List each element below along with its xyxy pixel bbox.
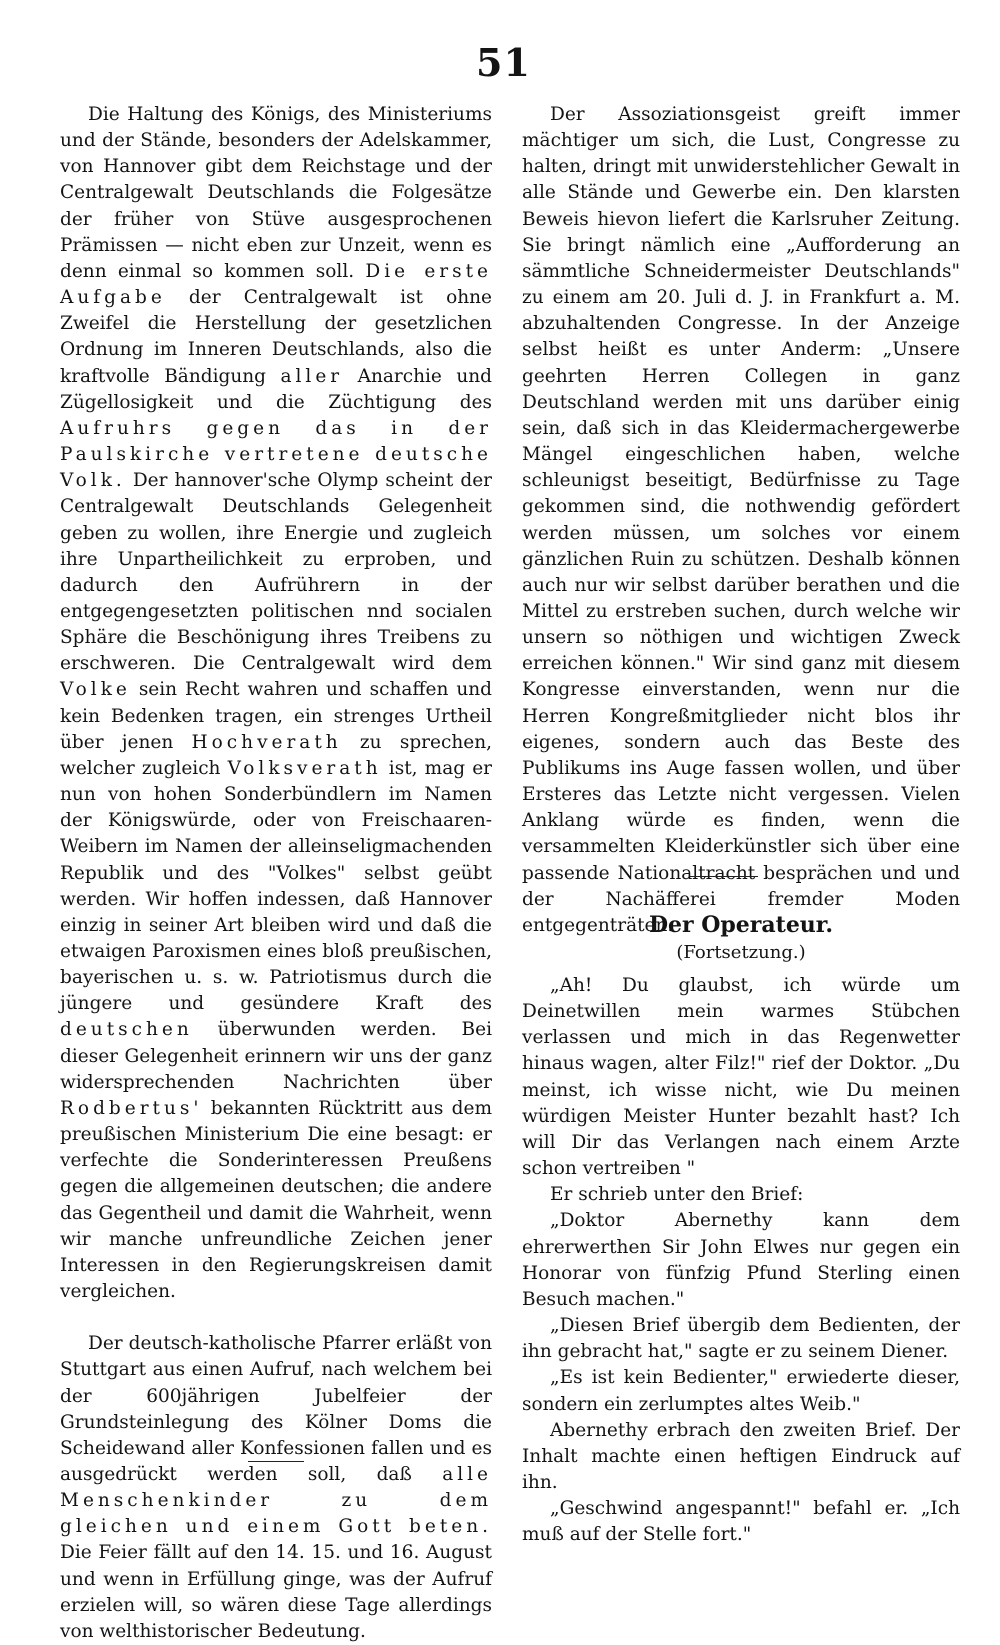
story-paragraph: „Ah! Du glaubst, ich würde um Deinetwillen mein warmes Stübchen verlassen und mich in das Regenwetter hinaus wagen, alter Filz!" rief der Doktor. „Du meinst, ich wisse nicht, wie Du meinen würdigen Meister Hunter bezahlt hast? Ich will Dir das Verlangen nach einem Arzte schon vertreiben "	[522, 975, 960, 1180]
spaced-text: deutschen	[60, 1019, 193, 1041]
story-paragraph: „Es ist kein Bedienter," erwiederte dieser, sondern ein zerlumptes altes Weib."	[522, 1367, 960, 1415]
story-paragraph: „Doktor Abernethy kann dem ehrerwerthen Sir John Elwes nur gegen ein Honorar von fünfzig Pfund Sterling einen Besuch machen."	[522, 1210, 960, 1310]
spaced-text: aller	[280, 365, 344, 387]
story-paragraph: Er schrieb unter den Brief:	[550, 1184, 804, 1206]
spaced-text: Aufruhrs gegen das in der Paulskirche vertretene deutsche Volk.	[60, 417, 492, 492]
spaced-text: Die erste Aufgabe	[60, 260, 492, 309]
left-column	[60, 102, 492, 1645]
spaced-text: Hochverath	[191, 731, 342, 753]
section-divider-left	[248, 1461, 304, 1462]
text-run: Anarchie und Zügellosigkeit und die Züchtigung des	[60, 365, 492, 413]
story-subtitle: (Fortsetzung.)	[676, 942, 806, 963]
spaced-text: Rodbertus'	[60, 1097, 203, 1119]
text-run: Die Feier fällt auf den 14. 15. und 16. August und wenn in Erfüllung ginge, was der Aufruf erzielen will, so wären diese Tage allerdings von welthistorischer Bedeutung.	[60, 1542, 492, 1642]
text-run: bekannten Rücktritt aus dem preußischen Ministerium Die eine besagt: er verfechte die Sonderinteressen Preußens gegen die allgemeinen deutschen; die andere das Gegentheil und damit die Wahrheit, wenn wir manche unfreundliche Zeichen jener Interessen in den Regierungskreisen damit vergleichen.	[60, 1097, 492, 1303]
text-run: Der hannover'sche Olymp scheint der Centralgewalt Deutschlands Gelegenheit geben zu wollen, ihre Energie und zugleich ihre Unpartheilichkeit zu erproben, und dadurch den Aufrührern in der entgegengesetzten politischen nnd socialen Sphäre die Beschönigung ihres Treibens zu erschweren. Die Centralgewalt wird dem	[60, 470, 492, 675]
story-paragraph: „Diesen Brief übergib dem Bedienten, der ihn gebracht hat," sagte er zu seinem Diener.	[522, 1315, 960, 1363]
text-run: überwunden werden. Bei dieser Gelegenheit erinnern wir uns der ganz widersprechenden Nachrichten über	[60, 1019, 492, 1093]
spaced-text: Volksverath	[227, 757, 382, 779]
text-run: sein Recht wahren und schaffen und kein Bedenken tragen, ein strenges Urtheil über jenen	[60, 679, 492, 753]
story-body	[522, 973, 960, 1548]
section-divider-right	[690, 876, 758, 877]
article-schneider-congress-paragraph: Der Assoziationsgeist greift immer mächtiger um sich, die Lust, Congresse zu halten, dringt mit unwiderstehlicher Gewalt in alle Stände und Gewerbe ein. Den klarsten Beweis hievon liefert die Karlsruher Zeitung. Sie bringt nämlich eine „Aufforderung an sämmtliche Schneidermeister Deutschlands" zu einem am 20. Juli d. J. in Frankfurt a. M. abzuhaltenden Congresse. In der Anzeige selbst heißt es unter Anderm: „Unsere geehrten Herren Collegen in ganz Deutschland werden mit uns darüber einig sein, daß sich in das Kleidermachergewerbe Mängel eingeschlichen haben, welche schleunigst beseitigt, Bedürfnisse zu Tage gekommen sind, die nothwendig gefördert werden müssen, um solches vor einem gänzlichen Ruin zu schützen. Deshalb können auch nur wir selbst darüber berathen und die Mittel zu erstreben suchen, durch welche wir unsern so nöthigen und wichtigen Zweck erreichen können." Wir sind ganz mit diesem Kongresse einverstanden, wenn nur die Herren Kongreßmitglieder nicht blos ihr eigenes, sondern auch das Beste des Publikums ins Auge fassen wollen, und über Ersteres das Letzte nicht vergessen. Vielen Anklang würde es finden, wenn die versammelten Kleiderkünstler sich über eine passende Nationaltracht besprächen und und der Nachäfferei fremder Moden entgegenträten.	[522, 104, 960, 936]
text-run: zu sprechen, welcher zugleich	[60, 731, 492, 779]
text-run: Die Haltung des Königs, des Ministeriums und der Stände, besonders der Adelskammer, von Hannover gibt dem Reichstage und der Centralgewalt Deutschlands die Folgesätze der früher von Stüve ausgesprochenen Prämissen — nicht eben zur Unzeit, wenn es denn einmal so kommen soll.	[60, 104, 492, 282]
page-number: 51	[476, 40, 531, 85]
text-run: Der deutsch-katholische Pfarrer erläßt von Stuttgart aus einen Aufruf, nach welchem bei der 600jährigen Jubelfeier der Grundsteinlegung des Kölner Doms die Scheidewand aller Konfessionen fallen und es ausgedrückt werden soll, daß	[60, 1333, 492, 1485]
story-paragraph: „Geschwind angespannt!" befahl er. „Ich muß auf der Stelle fort."	[522, 1498, 960, 1546]
article-koelner-dom-paragraph	[60, 1331, 492, 1645]
text-run: ist, mag er nun von hohen Sonderbündlern im Namen der Königswürde, oder von Freischaaren-Weibern im Namen der alleinseligmachenden Republik und des "Volkes" selbst geübt werden. Wir hoffen indessen, daß Hannover einzig in seiner Art bleiben wird und daß die etwaigen Paroxismen eines bloß preußischen, bayerischen u. s. w. Patriotismus durch die jüngere und gesündere Kraft des	[60, 757, 492, 1015]
spaced-text: alle Menschenkinder zu dem gleichen und einem Gott beten.	[60, 1463, 492, 1538]
story-title: Der Operateur.	[648, 912, 834, 938]
text-run: der Centralgewalt ist ohne Zweifel die Herstellung der gesetzlichen Ordnung im Inneren Deutschlands, also die kraftvolle Bändigung	[60, 287, 492, 387]
article-hannover-paragraph	[60, 102, 492, 1305]
story-paragraph: Abernethy erbrach den zweiten Brief. Der Inhalt machte einen heftigen Eindruck auf ihn.	[522, 1419, 960, 1493]
spaced-text: Volke	[60, 679, 131, 701]
right-column	[522, 102, 960, 939]
